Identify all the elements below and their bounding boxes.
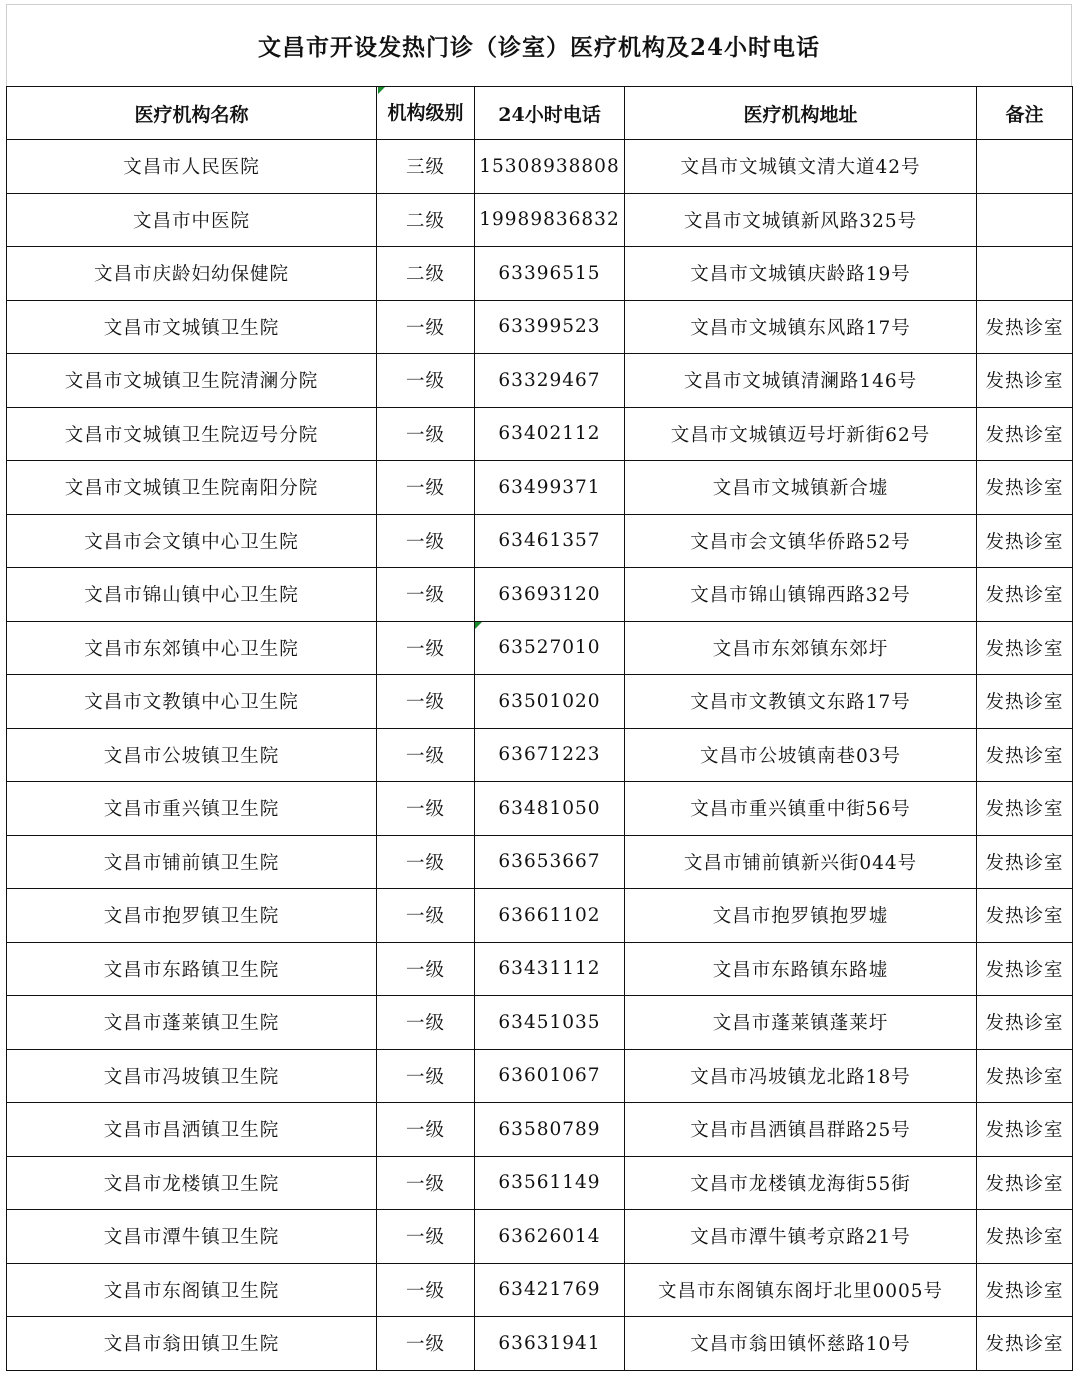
cell-institution-name: 文昌市中医院 <box>7 193 377 247</box>
cell-institution-name: 文昌市翁田镇卫生院 <box>7 1317 377 1371</box>
cell-phone: 63431112 <box>475 942 625 996</box>
cell-phone: 63626014 <box>475 1210 625 1264</box>
cell-institution-name: 文昌市文城镇卫生院清澜分院 <box>7 354 377 408</box>
cell-remarks: 发热诊室 <box>977 1263 1073 1317</box>
cell-phone: 63461357 <box>475 514 625 568</box>
cell-institution-name: 文昌市东路镇卫生院 <box>7 942 377 996</box>
cell-phone: 63329467 <box>475 354 625 408</box>
cell-institution-name: 文昌市文教镇中心卫生院 <box>7 675 377 729</box>
cell-remarks: 发热诊室 <box>977 1210 1073 1264</box>
cell-address: 文昌市翁田镇怀慈路10号 <box>625 1317 977 1371</box>
cell-address: 文昌市龙楼镇龙海街55街 <box>625 1156 977 1210</box>
cell-institution-name: 文昌市重兴镇卫生院 <box>7 782 377 836</box>
cell-level: 二级 <box>377 193 475 247</box>
cell-level: 一级 <box>377 996 475 1050</box>
table-row <box>7 728 1073 782</box>
cell-institution-name: 文昌市文城镇卫生院迈号分院 <box>7 407 377 461</box>
cell-phone: 63671223 <box>475 728 625 782</box>
table-title-box <box>6 4 1072 86</box>
cell-level: 一级 <box>377 1049 475 1103</box>
cell-address: 文昌市蓬莱镇蓬莱圩 <box>625 996 977 1050</box>
table-row <box>7 1103 1073 1157</box>
cell-institution-name: 文昌市蓬莱镇卫生院 <box>7 996 377 1050</box>
table-row <box>7 889 1073 943</box>
cell-remarks: 发热诊室 <box>977 675 1073 729</box>
cell-phone: 63631941 <box>475 1317 625 1371</box>
cell-address: 文昌市锦山镇锦西路32号 <box>625 568 977 622</box>
cell-remarks: 发热诊室 <box>977 407 1073 461</box>
header-24h-phone: 24小时电话 <box>475 87 625 140</box>
cell-level: 一级 <box>377 1156 475 1210</box>
cell-remarks: 发热诊室 <box>977 889 1073 943</box>
cell-level: 一级 <box>377 407 475 461</box>
cell-address: 文昌市文城镇新风路325号 <box>625 193 977 247</box>
table-row <box>7 407 1073 461</box>
cell-phone: 19989836832 <box>475 193 625 247</box>
cell-address: 文昌市文城镇东风路17号 <box>625 300 977 354</box>
table-row <box>7 675 1073 729</box>
table-row <box>7 1317 1073 1371</box>
table-row <box>7 568 1073 622</box>
cell-address: 文昌市东路镇东路墟 <box>625 942 977 996</box>
cell-remarks: 发热诊室 <box>977 1317 1073 1371</box>
cell-address: 文昌市潭牛镇考京路21号 <box>625 1210 977 1264</box>
cell-remarks: 发热诊室 <box>977 1103 1073 1157</box>
table-row <box>7 1263 1073 1317</box>
cell-level: 一级 <box>377 835 475 889</box>
cell-level: 一级 <box>377 782 475 836</box>
cell-phone: 63481050 <box>475 782 625 836</box>
cell-address: 文昌市文城镇文清大道42号 <box>625 140 977 194</box>
cell-address: 文昌市文城镇新合墟 <box>625 461 977 515</box>
cell-institution-name: 文昌市铺前镇卫生院 <box>7 835 377 889</box>
cell-phone: 63580789 <box>475 1103 625 1157</box>
cell-phone: 63499371 <box>475 461 625 515</box>
cell-address: 文昌市东郊镇东郊圩 <box>625 621 977 675</box>
cell-phone: 63402112 <box>475 407 625 461</box>
table-row <box>7 193 1073 247</box>
cell-phone: 63693120 <box>475 568 625 622</box>
cell-comment-marker <box>475 622 482 629</box>
cell-phone: 63399523 <box>475 300 625 354</box>
cell-level: 一级 <box>377 568 475 622</box>
cell-level: 一级 <box>377 514 475 568</box>
cell-remarks <box>977 193 1073 247</box>
cell-address: 文昌市文教镇文东路17号 <box>625 675 977 729</box>
cell-phone: 63527010 <box>475 621 625 675</box>
cell-remarks <box>977 247 1073 301</box>
cell-address: 文昌市文城镇清澜路146号 <box>625 354 977 408</box>
cell-address: 文昌市昌洒镇昌群路25号 <box>625 1103 977 1157</box>
cell-remarks <box>977 140 1073 194</box>
cell-address: 文昌市文城镇迈号圩新街62号 <box>625 407 977 461</box>
table-row <box>7 514 1073 568</box>
cell-remarks: 发热诊室 <box>977 300 1073 354</box>
table-row <box>7 782 1073 836</box>
cell-institution-name: 文昌市庆龄妇幼保健院 <box>7 247 377 301</box>
cell-level: 一级 <box>377 889 475 943</box>
table-row <box>7 461 1073 515</box>
table-row <box>7 1210 1073 1264</box>
cell-remarks: 发热诊室 <box>977 835 1073 889</box>
cell-address: 文昌市公坡镇南巷03号 <box>625 728 977 782</box>
cell-institution-name: 文昌市锦山镇中心卫生院 <box>7 568 377 622</box>
cell-phone: 63561149 <box>475 1156 625 1210</box>
cell-address: 文昌市冯坡镇龙北路18号 <box>625 1049 977 1103</box>
cell-level: 三级 <box>377 140 475 194</box>
table-row <box>7 140 1073 194</box>
cell-institution-name: 文昌市潭牛镇卫生院 <box>7 1210 377 1264</box>
cell-level: 二级 <box>377 247 475 301</box>
table-row <box>7 247 1073 301</box>
cell-phone: 63661102 <box>475 889 625 943</box>
cell-institution-name: 文昌市冯坡镇卫生院 <box>7 1049 377 1103</box>
cell-remarks: 发热诊室 <box>977 942 1073 996</box>
table-row <box>7 996 1073 1050</box>
cell-phone: 63451035 <box>475 996 625 1050</box>
cell-remarks: 发热诊室 <box>977 621 1073 675</box>
cell-level: 一级 <box>377 942 475 996</box>
cell-address: 文昌市铺前镇新兴街044号 <box>625 835 977 889</box>
fever-clinic-table <box>6 86 1073 1371</box>
cell-level: 一级 <box>377 728 475 782</box>
cell-phone: 63601067 <box>475 1049 625 1103</box>
cell-phone: 63396515 <box>475 247 625 301</box>
page-title: 文昌市开设发热门诊（诊室）医疗机构及24小时电话 <box>257 34 820 61</box>
cell-phone: 63421769 <box>475 1263 625 1317</box>
cell-phone: 63653667 <box>475 835 625 889</box>
cell-remarks: 发热诊室 <box>977 461 1073 515</box>
cell-remarks: 发热诊室 <box>977 996 1073 1050</box>
cell-remarks: 发热诊室 <box>977 728 1073 782</box>
cell-institution-name: 文昌市抱罗镇卫生院 <box>7 889 377 943</box>
cell-address: 文昌市文城镇庆龄路19号 <box>625 247 977 301</box>
cell-institution-name: 文昌市人民医院 <box>7 140 377 194</box>
cell-phone: 15308938808 <box>475 140 625 194</box>
cell-institution-name: 文昌市龙楼镇卫生院 <box>7 1156 377 1210</box>
table-row <box>7 621 1073 675</box>
cell-address: 文昌市会文镇华侨路52号 <box>625 514 977 568</box>
table-row <box>7 300 1073 354</box>
cell-institution-name: 文昌市会文镇中心卫生院 <box>7 514 377 568</box>
cell-institution-name: 文昌市文城镇卫生院 <box>7 300 377 354</box>
cell-level: 一级 <box>377 1103 475 1157</box>
cell-level: 一级 <box>377 300 475 354</box>
cell-remarks: 发热诊室 <box>977 568 1073 622</box>
cell-institution-name: 文昌市公坡镇卫生院 <box>7 728 377 782</box>
cell-remarks: 发热诊室 <box>977 354 1073 408</box>
cell-level: 一级 <box>377 1263 475 1317</box>
header-row <box>7 87 1073 140</box>
cell-level: 一级 <box>377 461 475 515</box>
table-row <box>7 1049 1073 1103</box>
cell-level: 一级 <box>377 1317 475 1371</box>
table-row <box>7 354 1073 408</box>
table-row <box>7 835 1073 889</box>
table-row <box>7 1156 1073 1210</box>
header-remarks: 备注 <box>977 87 1073 140</box>
cell-remarks: 发热诊室 <box>977 514 1073 568</box>
cell-institution-name: 文昌市文城镇卫生院南阳分院 <box>7 461 377 515</box>
cell-address: 文昌市抱罗镇抱罗墟 <box>625 889 977 943</box>
cell-level: 一级 <box>377 621 475 675</box>
header-institution-name: 医疗机构名称 <box>7 87 377 140</box>
cell-institution-name: 文昌市东阁镇卫生院 <box>7 1263 377 1317</box>
cell-level: 一级 <box>377 1210 475 1264</box>
cell-remarks: 发热诊室 <box>977 1156 1073 1210</box>
cell-address: 文昌市重兴镇重中街56号 <box>625 782 977 836</box>
cell-remarks: 发热诊室 <box>977 1049 1073 1103</box>
cell-comment-marker <box>378 87 385 94</box>
cell-institution-name: 文昌市东郊镇中心卫生院 <box>7 621 377 675</box>
header-institution-level: 机构级别 <box>377 87 475 140</box>
cell-level: 一级 <box>377 354 475 408</box>
cell-level: 一级 <box>377 675 475 729</box>
cell-phone: 63501020 <box>475 675 625 729</box>
cell-address: 文昌市东阁镇东阁圩北里0005号 <box>625 1263 977 1317</box>
cell-remarks: 发热诊室 <box>977 782 1073 836</box>
cell-institution-name: 文昌市昌洒镇卫生院 <box>7 1103 377 1157</box>
table-row <box>7 942 1073 996</box>
header-address: 医疗机构地址 <box>625 87 977 140</box>
